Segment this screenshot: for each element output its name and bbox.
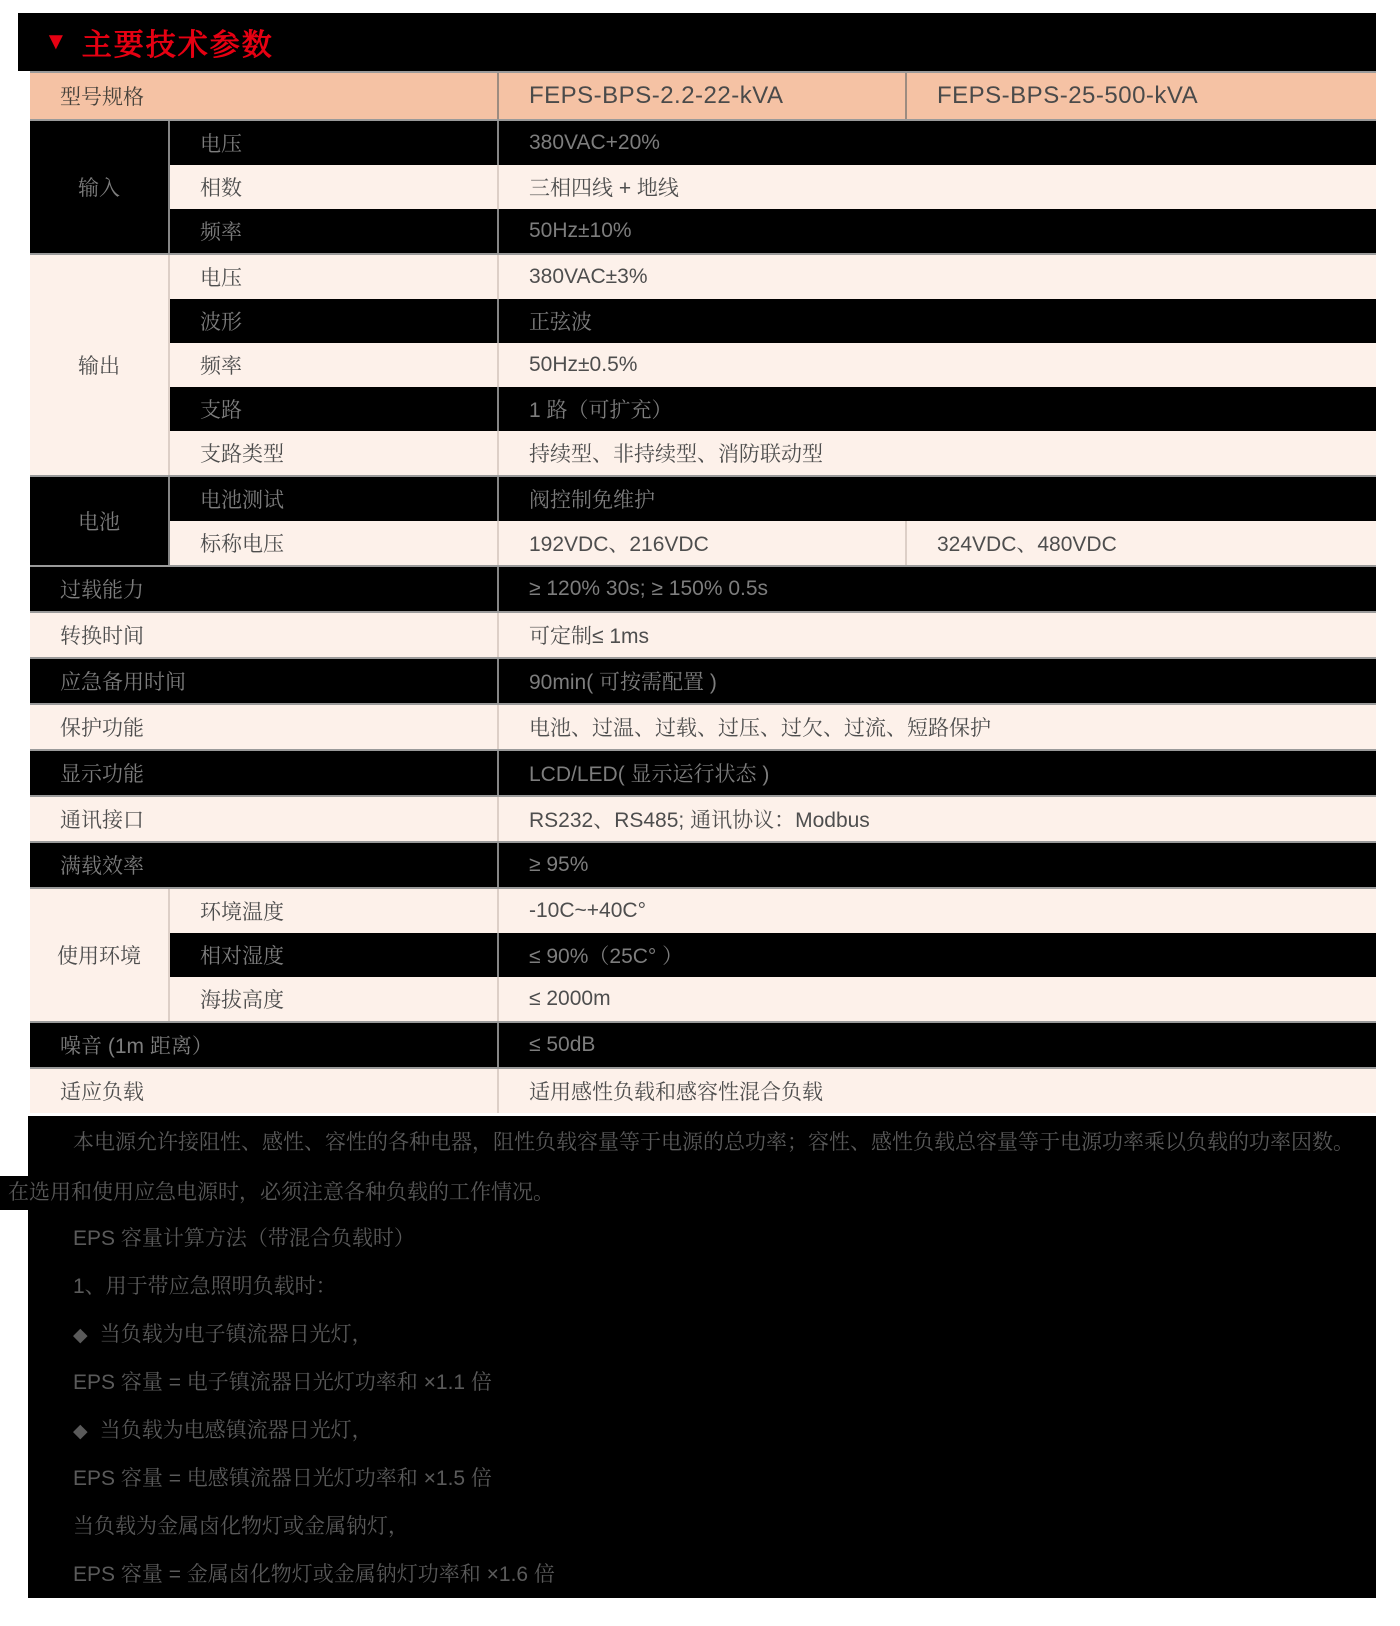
- notes-line-text: 1、用于带应急照明负载时：: [73, 1275, 337, 1298]
- spec-section: [30, 565, 1376, 611]
- notes-line: [28, 1224, 1376, 1254]
- spec-value-cell: 380VAC±3%: [497, 255, 1376, 299]
- spec-label-cell: 电压: [170, 121, 497, 165]
- notes-line-text: 当负载为金属卤化物灯或金属钠灯，: [73, 1515, 409, 1538]
- spec-value-cell: 50Hz±0.5%: [497, 343, 1376, 387]
- notes-line: [28, 1272, 1376, 1302]
- spec-section: [30, 475, 1376, 565]
- spec-value-cell: LCD/LED( 显示运行状态 ): [497, 751, 1376, 795]
- spec-value-cell: ≤ 50dB: [497, 1023, 1376, 1067]
- spec-section: [30, 749, 1376, 795]
- notes-line-text: EPS 容量计算方法（带混合负载时）: [73, 1227, 415, 1250]
- spec-section: [30, 887, 1376, 1021]
- notes-line: [28, 1464, 1376, 1494]
- spec-label-cell: 转换时间: [30, 613, 497, 657]
- spec-label-cell: 海拔高度: [170, 977, 497, 1021]
- spec-value-cell: 持续型、非持续型、消防联动型: [497, 431, 1376, 475]
- notes-line-text: EPS 容量 = 金属卤化物灯或金属钠灯功率和 ×1.6 倍: [73, 1563, 555, 1586]
- spec-label-cell: 通讯接口: [30, 797, 497, 841]
- spec-value-cell: 90min( 可按需配置 ): [497, 659, 1376, 703]
- spec-label-cell: 频率: [170, 343, 497, 387]
- spec-section: [30, 1021, 1376, 1067]
- spec-label-cell: 电压: [170, 255, 497, 299]
- spec-value-cell: RS232、RS485; 通讯协议：Modbus: [497, 797, 1376, 841]
- spec-label-cell: 标称电压: [170, 521, 497, 565]
- section-title-bar: [18, 13, 1376, 71]
- spec-value-cell: ≤ 2000m: [497, 977, 1376, 1021]
- notes-line-text: 当负载为电子镇流器日光灯，: [99, 1323, 373, 1346]
- notes-line-text: EPS 容量 = 电子镇流器日光灯功率和 ×1.1 倍: [73, 1371, 492, 1394]
- section-title: 主要技术参数: [81, 29, 274, 62]
- spec-label-cell: 环境温度: [170, 889, 497, 933]
- spec-value-cell: 适用感性负载和感容性混合负载: [497, 1069, 1376, 1113]
- spec-table-header-row: [30, 71, 1376, 119]
- spec-label-cell: 适应负载: [30, 1069, 497, 1113]
- spec-group-cell: 电池: [30, 477, 170, 565]
- spec-value-cell: 192VDC、216VDC: [497, 521, 905, 565]
- notes-line: [28, 1320, 1376, 1350]
- spec-value-cell: 可定制≤ 1ms: [497, 613, 1376, 657]
- spec-label-cell: 电池测试: [170, 477, 497, 521]
- spec-value-cell: -10C~+40C°: [497, 889, 1376, 933]
- diamond-bullet-icon: ◆: [73, 1325, 88, 1346]
- spec-section: [30, 657, 1376, 703]
- spec-label-cell: 相对湿度: [170, 933, 497, 977]
- spec-section: [30, 795, 1376, 841]
- notes-line: [28, 1512, 1376, 1542]
- spec-value-cell: 380VAC+20%: [497, 121, 1376, 165]
- spec-value-cell: ≥ 95%: [497, 843, 1376, 887]
- spec-label-cell: 相数: [170, 165, 497, 209]
- spec-value-cell: 三相四线 + 地线: [497, 165, 1376, 209]
- notes-lines: [28, 1224, 1376, 1590]
- spec-label-cell: 支路: [170, 387, 497, 431]
- spec-group-cell: 输出: [30, 255, 170, 475]
- header-label: 型号规格: [60, 86, 144, 109]
- notes-paragraph-line-1: 本电源允许接阻性、感性、容性的各种电器，阻性负载容量等于电源的总功率；容性、感性负载总容量等于电源功率乘以负载的功率因数。: [73, 1131, 1354, 1154]
- notes-line: [28, 1416, 1376, 1446]
- spec-label-cell: 波形: [170, 299, 497, 343]
- spec-section: [30, 841, 1376, 887]
- spec-section: [30, 119, 1376, 253]
- spec-value-cell: 1 路（可扩充）: [497, 387, 1376, 431]
- spec-group-cell: 输入: [30, 121, 170, 253]
- spec-value-cell: ≥ 120% 30s; ≥ 150% 0.5s: [497, 567, 1376, 611]
- spec-value-cell: 阀控制免维护: [497, 477, 1376, 521]
- notes-line-text: EPS 容量 = 电感镇流器日光灯功率和 ×1.5 倍: [73, 1467, 492, 1490]
- notes-line: [28, 1560, 1376, 1590]
- spec-label-cell: 显示功能: [30, 751, 497, 795]
- header-model-2: FEPS-BPS-25-500-kVA: [905, 73, 1376, 119]
- spec-table: [30, 71, 1376, 1113]
- spec-label-cell: 频率: [170, 209, 497, 253]
- header-model-1: FEPS-BPS-2.2-22-kVA: [497, 73, 905, 119]
- spec-section: [30, 703, 1376, 749]
- notes-line: [28, 1368, 1376, 1398]
- spec-section: [30, 611, 1376, 657]
- notes-panel: [8, 1116, 1376, 1598]
- spec-label-cell: 支路类型: [170, 431, 497, 475]
- spec-section: [30, 253, 1376, 475]
- notes-paragraph-line-2: [0, 1176, 1376, 1206]
- notes-paragraph-line-2-text: 在选用和使用应急电源时，必须注意各种负载的工作情况。: [0, 1176, 564, 1210]
- spec-value-cell: 50Hz±10%: [497, 209, 1376, 253]
- notes-line-text: 当负载为电感镇流器日光灯，: [99, 1419, 373, 1442]
- spec-label-cell: 应急备用时间: [30, 659, 497, 703]
- spec-value-cell: 电池、过温、过载、过压、过欠、过流、短路保护: [497, 705, 1376, 749]
- spec-value-cell-2: 324VDC、480VDC: [905, 521, 1376, 565]
- spec-group-cell: 使用环境: [30, 889, 170, 1021]
- spec-label-cell: 过载能力: [30, 567, 497, 611]
- spec-label-cell: 保护功能: [30, 705, 497, 749]
- spec-value-cell: ≤ 90%（25C° ）: [497, 933, 1376, 977]
- spec-section: [30, 1067, 1376, 1113]
- spec-label-cell: 满载效率: [30, 843, 497, 887]
- triangle-down-icon: ▼: [44, 28, 68, 55]
- diamond-bullet-icon: ◆: [73, 1421, 88, 1442]
- spec-value-cell: 正弦波: [497, 299, 1376, 343]
- spec-label-cell: 噪音 (1m 距离）: [30, 1023, 497, 1067]
- spec-table-sections: [30, 119, 1376, 1113]
